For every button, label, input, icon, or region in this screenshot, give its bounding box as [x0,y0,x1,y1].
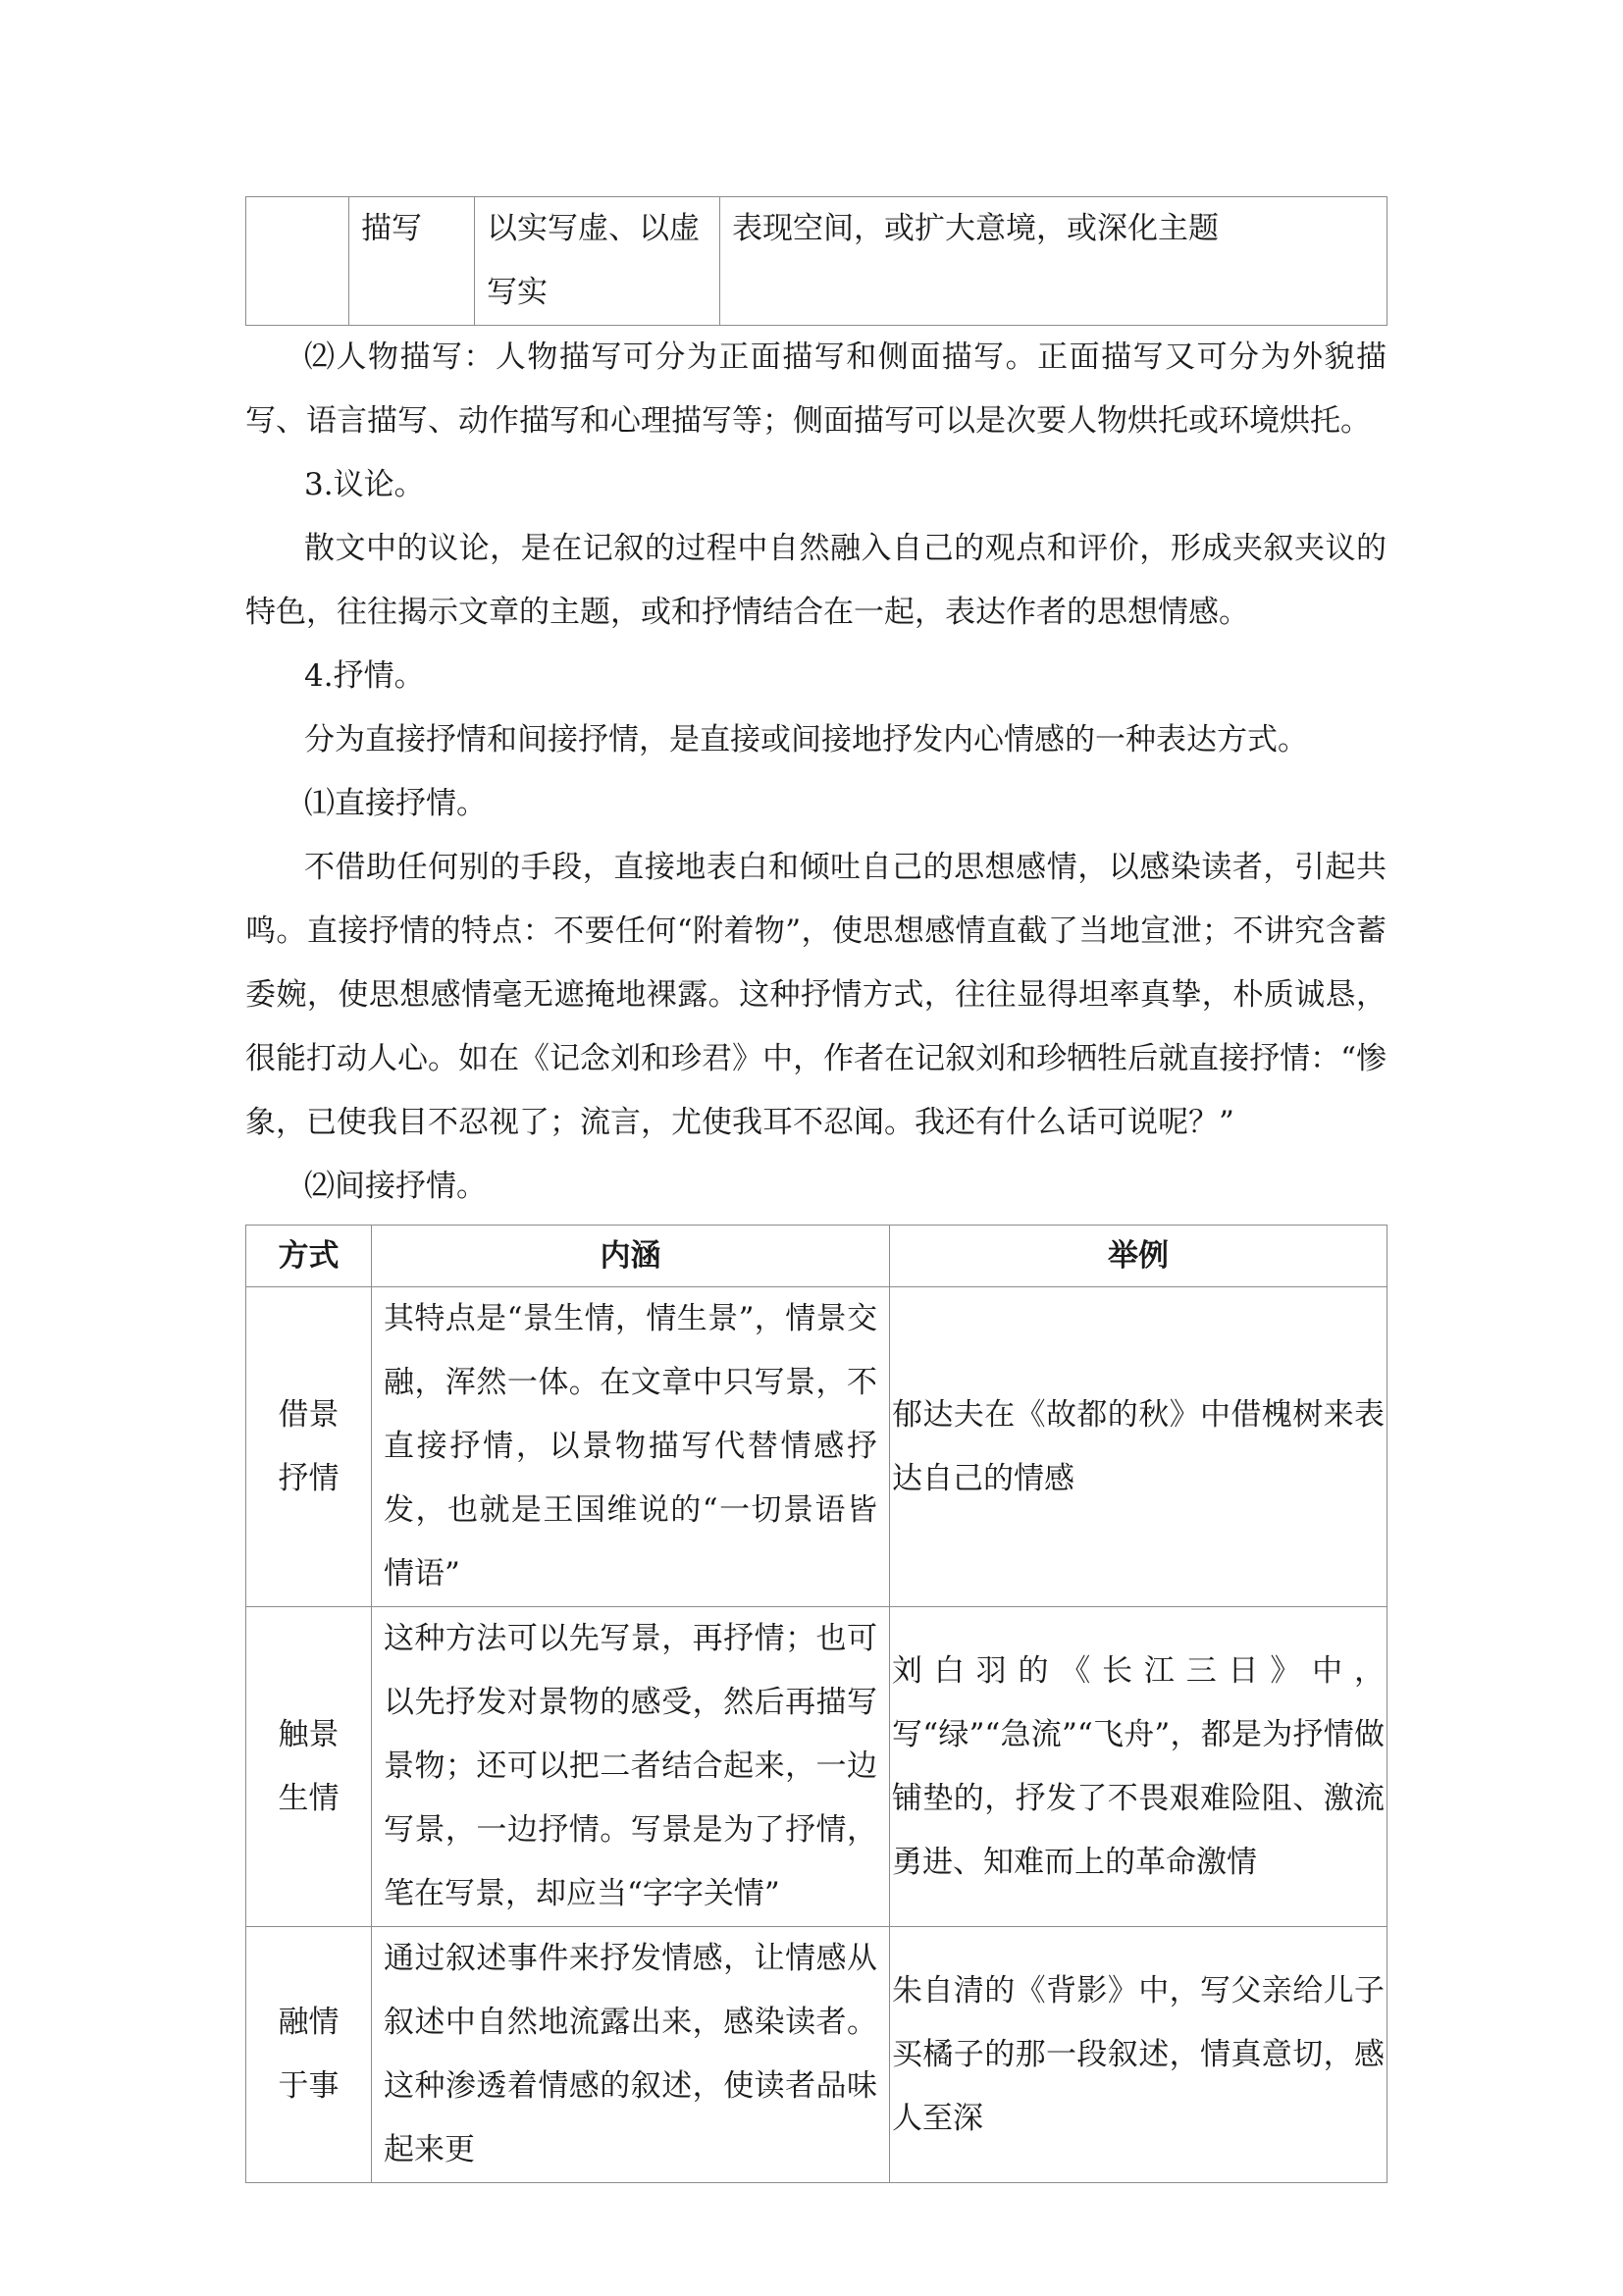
table-cell-meaning: 这种方法可以先写景，再抒情；也可以先抒发对景物的感受，然后再描写景物；还可以把二者结合起来，一边写景，一边抒情。写景是为了抒情，笔在写景，却应当“字字关情” [372,1607,890,1927]
table-cell-effect: 表现空间，或扩大意境，或深化主题 [720,197,1387,326]
heading-direct-lyricism: ⑴直接抒情。 [304,786,487,821]
table-row [246,197,1387,326]
heading-indirect-lyricism: ⑵间接抒情。 [304,1169,487,1204]
document-content [245,196,1387,2183]
heading-lyricism: 4.抒情。 [304,658,425,694]
table-header-meaning: 内涵 [372,1226,890,1287]
table-cell-method: 借景抒情 [246,1287,372,1607]
description-method-table [245,196,1387,326]
table-row [246,1287,1387,1607]
table-cell-technique: 以实写虚、以虚写实 [475,197,720,326]
table-cell-method: 触景生情 [246,1607,372,1927]
paragraph-direct-lyricism: 不借助任何别的手段，直接地表白和倾吐自己的思想感情，以感染读者，引起共鸣。直接抒情的特点：不要任何“附着物”，使思想感情直截了当地宣泄；不讲究含蓄委婉，使思想感情毫无遮掩地裸露。这种抒情方式，往往显得坦率真挚，朴质诚恳，很能打动人心。如在《记念刘和珍君》中，作者在记叙刘和珍牺牲后就直接抒情：“惨象，已使我目不忍视了；流言，尤使我耳不忍闻。我还有什么话可说呢？” [245,850,1387,1140]
table-cell-category [246,197,349,326]
table-row [246,1927,1387,2183]
indirect-lyricism-table [245,1225,1387,2183]
table-cell-example: 郁达夫在《故都的秋》中借槐树来表达自己的情感 [890,1287,1387,1607]
table-cell-meaning: 其特点是“景生情，情生景”，情景交融，浑然一体。在文章中只写景，不直接抒情，以景物描写代替情感抒发，也就是王国维说的“一切景语皆情语” [372,1287,890,1607]
table-header-example: 举例 [890,1226,1387,1287]
table-cell-method: 融情于事 [246,1927,372,2183]
table-header-row [246,1226,1387,1287]
table-cell-meaning: 通过叙述事件来抒发情感，让情感从叙述中自然地流露出来，感染读者。这种渗透着情感的叙述，使读者品味起来更 [372,1927,890,2183]
table-cell-example: 刘白羽的《长江三日》中，写“绿”“急流”“飞舟”，都是为抒情做铺垫的，抒发了不畏艰难险阻、激流勇进、知难而上的革命激情 [890,1607,1387,1927]
paragraph-lyricism-intro: 分为直接抒情和间接抒情，是直接或间接地抒发内心情感的一种表达方式。 [304,722,1308,757]
table-header-method: 方式 [246,1226,372,1287]
table-cell-example: 朱自清的《背影》中，写父亲给儿子买橘子的那一段叙述，情真意切，感人至深 [890,1927,1387,2183]
table-row [246,1607,1387,1927]
paragraph-character-description: ⑵人物描写：人物描写可分为正面描写和侧面描写。正面描写又可分为外貌描写、语言描写、动作描写和心理描写等；侧面描写可以是次要人物烘托或环境烘托。 [245,339,1387,439]
paragraph-discussion: 散文中的议论，是在记叙的过程中自然融入自己的观点和评价，形成夹叙夹议的特色，往往揭示文章的主题，或和抒情结合在一起，表达作者的思想情感。 [245,531,1387,630]
heading-discussion: 3.议论。 [304,467,425,502]
table-cell-type: 描写 [349,197,475,326]
